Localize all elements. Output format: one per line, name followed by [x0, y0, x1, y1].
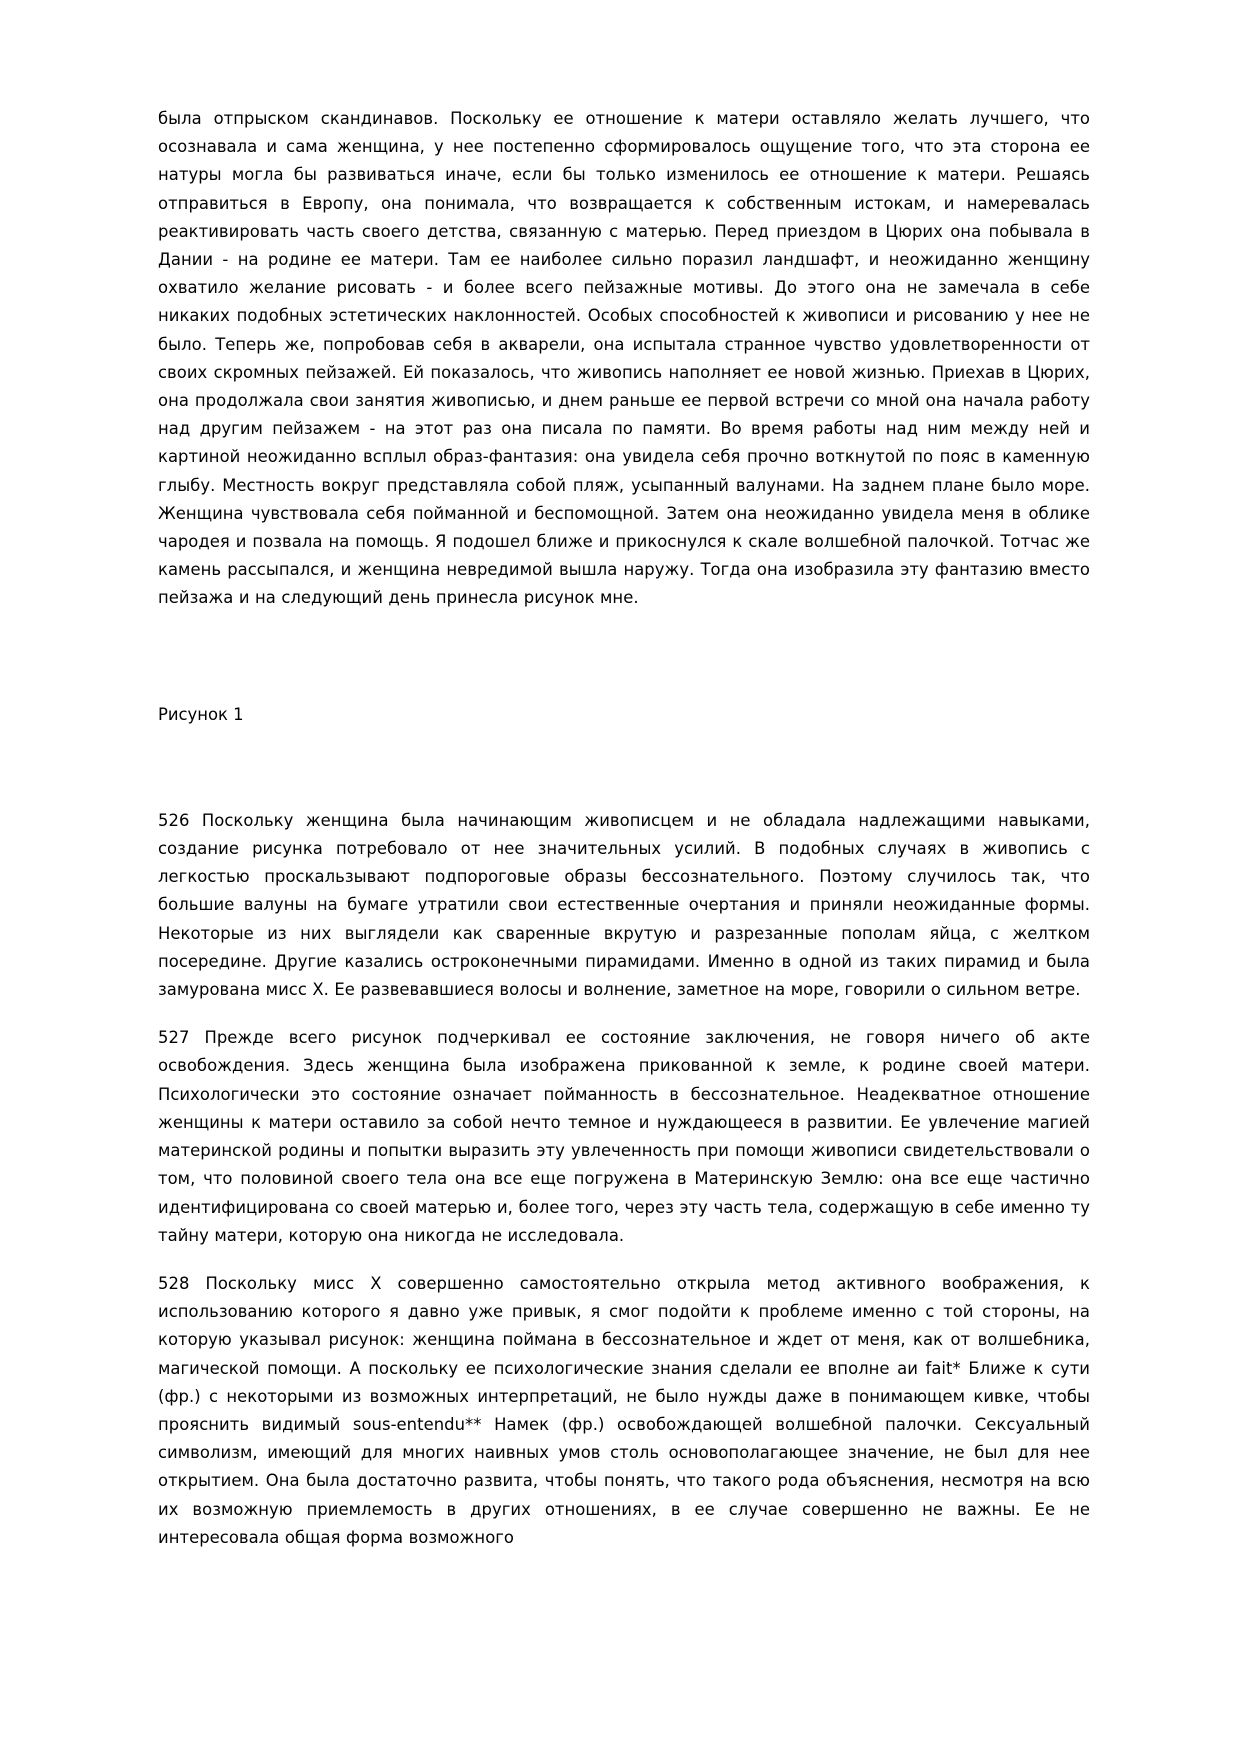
spacer-after-figure	[158, 729, 1090, 807]
paragraph-527: 527 Прежде всего рисунок подчеркивал ее состояние заключения, не говоря ничего об акте освобождения. Здесь женщина была изображена прикованной к земле, к родине своей матери. Психологически это состояние означает пойманность в бессознательное. Неадекватное отношение женщины к матери оставило за собой нечто темное и нуждающееся в развитии. Ее увлечение магией материнской родины и попытки выразить эту увлеченность при помощи живописи свидетельствовали о том, что половиной своего тела она все еще погружена в Материнскую Землю: она все еще частично идентифицирована со своей матерью и, более того, через эту часть тела, содержащую в себе именно ту тайну матери, которую она никогда не исследовала.	[158, 1028, 1090, 1245]
spacer-after-intro	[158, 613, 1090, 701]
intro-paragraph: была отпрыском скандинавов. Поскольку ее отношение к матери оставляло желать лучшего, что осознавала и сама женщина, у нее постепенно сформировалось ощущение того, что эта сторона ее натуры могла бы развиваться иначе, если бы только изменилось ее отношение к матери. Решаясь отправиться в Европу, она понимала, что возвращается к собственным истокам, и намеревалась реактивировать часть своего детства, связанную с матерью. Перед приездом в Цюрих она побывала в Дании - на родине ее матери. Там ее наиболее сильно поразил ландшафт, и неожиданно женщину охватило желание рисовать - и более всего пейзажные мотивы. До этого она не замечала в себе никаких подобных эстетических наклонностей. Особых способностей к живописи и рисованию у нее не было. Теперь же, попробовав себя в акварели, она испытала странное чувство удовлетворенности от своих скромных пейзажей. Ей показалось, что живопись наполняет ее новой жизнью. Приехав в Цюрих, она продолжала свои занятия живописью, и днем раньше ее первой встречи со мной она начала работу над другим пейзажем - на этот раз она писала по памяти. Во время работы над ним между ней и картиной неожиданно всплыл образ-фантазия: она увидела себя прочно воткнутой по пояс в каменную глыбу. Местность вокруг представляла собой пляж, усыпанный валунами. На заднем плане было море. Женщина чувствовала себя пойманной и беспомощной. Затем она неожиданно увидела меня в облике чародея и позвала на помощь. Я подошел ближе и прикоснулся к скале волшебной палочкой. Тотчас же камень рассыпался, и женщина невредимой вышла наружу. Тогда она изобразила эту фантазию вместо пейзажа и на следующий день принесла рисунок мне.	[158, 109, 1090, 608]
text-column	[158, 105, 1090, 1552]
paragraph-526: 526 Поскольку женщина была начинающим живописцем и не обладала надлежащими навыками, создание рисунка потребовало от нее значительных усилий. В подобных случаях в живопись с легкостью проскальзывают подпороговые образы бессознательного. Поэтому случилось так, что большие валуны на бумаге утратили свои естественные очертания и приняли неожиданные формы. Некоторые из них выглядели как сваренные вкрутую и разрезанные пополам яйца, с желтком посередине. Другие казались остроконечными пирамидами. Именно в одной из таких пирамид и была замурована мисс Х. Ее развевавшиеся волосы и волнение, заметное на море, говорили о сильном ветре.	[158, 810, 1090, 1000]
paragraph-528: 528 Поскольку мисс Х совершенно самостоятельно открыла метод активного воображения, к использованию которого я давно уже привык, я смог подойти к проблеме именно с той стороны, на которую указывал рисунок: женщина поймана в бессознательное и ждет от меня, как от волшебника, магической помощи. А поскольку ее психологические знания сделали ее вполне аи fait* Ближе к сути (фр.) с некоторыми из возможных интерпретаций, не было нужды даже в понимающем кивке, чтобы прояснить видимый sous-entendu** Намек (фр.) освобождающей волшебной палочки. Сексуальный символизм, имеющий для многих наивных умов столь основополагающее значение, не был для нее открытием. Она была достаточно развита, чтобы понять, что такого рода объяснения, несмотря на всю их возможную приемлемость в других отношениях, в ее случае совершенно не важны. Ее не интересовала общая форма возможного	[158, 1273, 1090, 1547]
figure-caption: Рисунок 1	[158, 704, 244, 724]
